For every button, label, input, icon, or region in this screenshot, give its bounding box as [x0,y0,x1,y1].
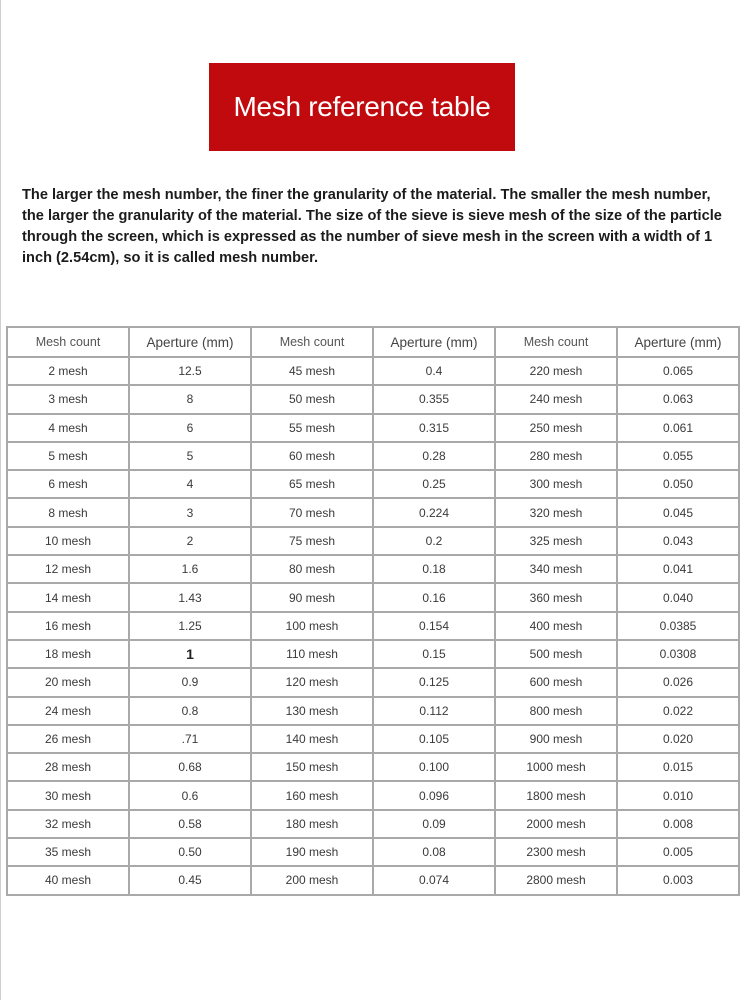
table-row [7,527,739,555]
table-row [7,470,739,498]
mesh-count-cell: 280 mesh [495,442,617,470]
aperture-cell: 0.050 [617,470,739,498]
aperture-cell: 0.125 [373,668,495,696]
mesh-count-cell: 2300 mesh [495,838,617,866]
aperture-cell: 0.015 [617,753,739,781]
mesh-count-cell: 600 mesh [495,668,617,696]
mesh-count-cell: 14 mesh [7,583,129,611]
mesh-count-cell: 60 mesh [251,442,373,470]
aperture-cell: 0.112 [373,697,495,725]
mesh-count-cell: 240 mesh [495,385,617,413]
mesh-count-cell: 250 mesh [495,414,617,442]
mesh-count-cell: 180 mesh [251,810,373,838]
aperture-cell: 12.5 [129,357,251,385]
mesh-count-cell: 75 mesh [251,527,373,555]
mesh-count-cell: 3 mesh [7,385,129,413]
table-row [7,498,739,526]
aperture-cell: 0.15 [373,640,495,668]
table-row [7,414,739,442]
mesh-count-cell: 340 mesh [495,555,617,583]
aperture-cell: 0.045 [617,498,739,526]
table-row [7,640,739,668]
mesh-count-cell: 325 mesh [495,527,617,555]
mesh-count-cell: 12 mesh [7,555,129,583]
aperture-cell: 0.063 [617,385,739,413]
aperture-cell: 0.08 [373,838,495,866]
mesh-count-cell: 500 mesh [495,640,617,668]
mesh-count-cell: 190 mesh [251,838,373,866]
aperture-cell: 0.096 [373,781,495,809]
header-mesh-count-1: Mesh count [7,327,129,357]
aperture-cell: 0.68 [129,753,251,781]
mesh-count-cell: 140 mesh [251,725,373,753]
mesh-count-cell: 400 mesh [495,612,617,640]
mesh-count-cell: 30 mesh [7,781,129,809]
mesh-count-cell: 320 mesh [495,498,617,526]
mesh-count-cell: 32 mesh [7,810,129,838]
aperture-cell: 0.154 [373,612,495,640]
title-banner [209,63,515,151]
aperture-cell: 2 [129,527,251,555]
mesh-count-cell: 80 mesh [251,555,373,583]
table-row [7,753,739,781]
table-row [7,725,739,753]
aperture-cell: 0.040 [617,583,739,611]
mesh-count-cell: 28 mesh [7,753,129,781]
aperture-cell: 0.003 [617,866,739,894]
aperture-cell: 0.2 [373,527,495,555]
mesh-count-cell: 10 mesh [7,527,129,555]
page-title: Mesh reference table [233,91,491,122]
mesh-count-cell: 900 mesh [495,725,617,753]
mesh-count-cell: 70 mesh [251,498,373,526]
mesh-count-cell: 40 mesh [7,866,129,894]
mesh-count-cell: 16 mesh [7,612,129,640]
aperture-cell: 0.026 [617,668,739,696]
mesh-count-cell: 50 mesh [251,385,373,413]
table-row [7,668,739,696]
aperture-cell: 0.315 [373,414,495,442]
table-row [7,442,739,470]
mesh-count-cell: 4 mesh [7,414,129,442]
table-row [7,385,739,413]
aperture-cell: 0.45 [129,866,251,894]
aperture-cell: 6 [129,414,251,442]
aperture-cell: 0.008 [617,810,739,838]
table-row [7,838,739,866]
aperture-cell: 0.16 [373,583,495,611]
mesh-count-cell: 2 mesh [7,357,129,385]
mesh-count-cell: 5 mesh [7,442,129,470]
mesh-count-cell: 35 mesh [7,838,129,866]
table-row [7,697,739,725]
aperture-cell: 3 [129,498,251,526]
aperture-cell: 0.9 [129,668,251,696]
intro-paragraph: The larger the mesh number, the finer the granularity of the material. The smaller the mesh number, the larger the granularity of the material. The size of the sieve is sieve mesh of the size of the particle through the screen, which is expressed as the number of sieve mesh in the screen with a width of 1 inch (2.54cm), so it is called mesh number. [22,187,722,266]
aperture-cell: 0.58 [129,810,251,838]
aperture-cell: 0.043 [617,527,739,555]
mesh-count-cell: 110 mesh [251,640,373,668]
header-aperture-2: Aperture (mm) [373,327,495,357]
aperture-cell: 0.022 [617,697,739,725]
mesh-count-cell: 6 mesh [7,470,129,498]
aperture-cell: 0.061 [617,414,739,442]
aperture-cell: 8 [129,385,251,413]
aperture-cell: 0.055 [617,442,739,470]
mesh-count-cell: 2800 mesh [495,866,617,894]
aperture-cell: 0.4 [373,357,495,385]
mesh-count-cell: 55 mesh [251,414,373,442]
aperture-cell: 0.25 [373,470,495,498]
mesh-count-cell: 220 mesh [495,357,617,385]
aperture-cell: 0.18 [373,555,495,583]
aperture-cell: 0.28 [373,442,495,470]
aperture-cell: 0.355 [373,385,495,413]
mesh-count-cell: 20 mesh [7,668,129,696]
aperture-cell: 0.020 [617,725,739,753]
aperture-cell: 1 [129,640,251,668]
mesh-table [6,326,740,896]
page-edge [0,0,1,1000]
mesh-count-cell: 45 mesh [251,357,373,385]
mesh-count-cell: 2000 mesh [495,810,617,838]
mesh-count-cell: 90 mesh [251,583,373,611]
aperture-cell: 0.005 [617,838,739,866]
mesh-count-cell: 1800 mesh [495,781,617,809]
mesh-count-cell: 160 mesh [251,781,373,809]
header-mesh-count-2: Mesh count [251,327,373,357]
aperture-cell: 0.8 [129,697,251,725]
aperture-cell: 0.074 [373,866,495,894]
aperture-cell: 1.43 [129,583,251,611]
aperture-cell: .71 [129,725,251,753]
mesh-count-cell: 65 mesh [251,470,373,498]
aperture-cell: 0.224 [373,498,495,526]
mesh-count-cell: 200 mesh [251,866,373,894]
table-row [7,555,739,583]
header-mesh-count-3: Mesh count [495,327,617,357]
aperture-cell: 0.09 [373,810,495,838]
aperture-cell: 0.50 [129,838,251,866]
mesh-count-cell: 120 mesh [251,668,373,696]
mesh-count-cell: 800 mesh [495,697,617,725]
aperture-cell: 1.25 [129,612,251,640]
table-row [7,357,739,385]
aperture-cell: 0.100 [373,753,495,781]
mesh-count-cell: 360 mesh [495,583,617,611]
aperture-cell: 4 [129,470,251,498]
mesh-count-cell: 100 mesh [251,612,373,640]
aperture-cell: 0.105 [373,725,495,753]
table-header-row [7,327,739,357]
table-row [7,781,739,809]
aperture-cell: 0.0385 [617,612,739,640]
mesh-count-cell: 26 mesh [7,725,129,753]
table-row [7,866,739,894]
header-aperture-3: Aperture (mm) [617,327,739,357]
mesh-count-cell: 24 mesh [7,697,129,725]
mesh-count-cell: 1000 mesh [495,753,617,781]
mesh-count-cell: 150 mesh [251,753,373,781]
aperture-cell: 5 [129,442,251,470]
aperture-cell: 0.041 [617,555,739,583]
header-aperture-1: Aperture (mm) [129,327,251,357]
aperture-cell: 0.010 [617,781,739,809]
aperture-cell: 0.6 [129,781,251,809]
aperture-cell: 0.065 [617,357,739,385]
mesh-count-cell: 18 mesh [7,640,129,668]
mesh-table-body [7,327,739,895]
aperture-cell: 1.6 [129,555,251,583]
mesh-count-cell: 300 mesh [495,470,617,498]
table-row [7,583,739,611]
mesh-count-cell: 130 mesh [251,697,373,725]
mesh-count-cell: 8 mesh [7,498,129,526]
aperture-cell: 0.0308 [617,640,739,668]
table-row [7,612,739,640]
table-row [7,810,739,838]
